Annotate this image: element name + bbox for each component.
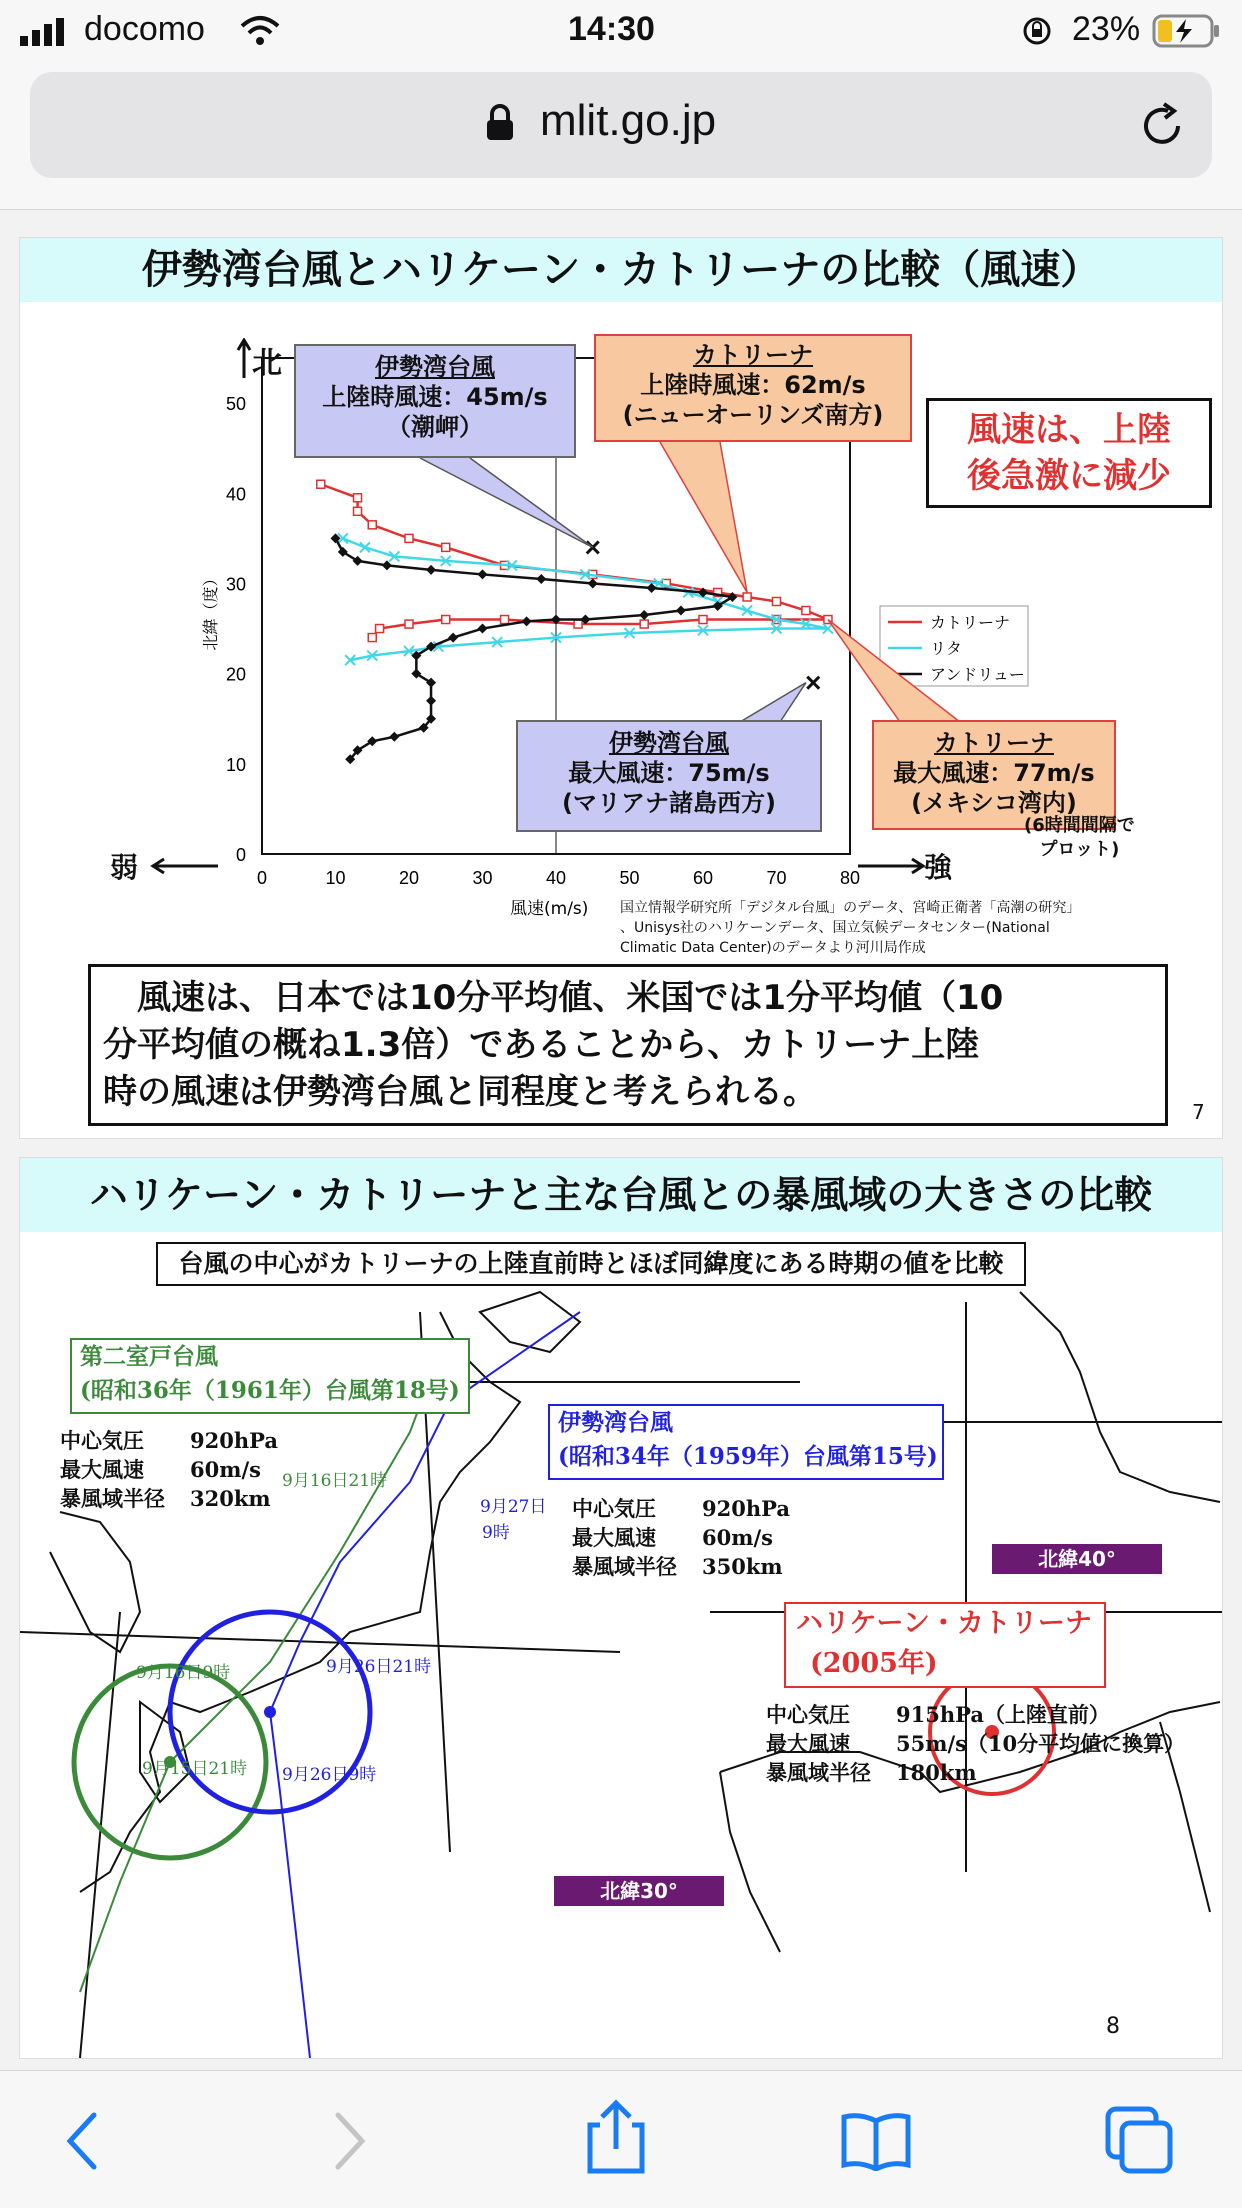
typhoon-marker (807, 677, 819, 689)
strong-label: 強 (924, 851, 953, 884)
muroto-pressure: 中心気圧 920hPa (60, 1428, 278, 1453)
isewan-track (270, 1312, 580, 2058)
x-tick-label: 80 (839, 868, 861, 888)
legend-entry: カトリーナ (930, 613, 1011, 632)
y-tick-label: 40 (225, 484, 246, 505)
tabs-button[interactable] (1104, 2105, 1174, 2179)
x-tick-label: 60 (692, 868, 714, 888)
isewan-time-label: 9月27日 (480, 1497, 547, 1517)
callout-pointer (740, 683, 806, 722)
katrina-specs (766, 1700, 1185, 1787)
page-number: 8 (1106, 2014, 1120, 2039)
address-bar[interactable] (30, 72, 1212, 178)
slide-wind-speed (20, 238, 1222, 1138)
data-point (317, 480, 325, 488)
data-point (382, 560, 392, 570)
katrina-pressure: 中心気圧 915hPa（上陸直前） (766, 1702, 1110, 1727)
data-source-note: 国立情報学研究所「デジタル台風」のデータ、宮崎正衛著「高潮の研究」 、Unisys社のハリケーンデータ、国立気候データセンター(National Climatic Data Center)のデータより河川局作成 (620, 900, 1081, 956)
callout-isewan-max: 伊勢湾台風 最大風速：75m/s (マリアナ諸島西方) (516, 720, 822, 832)
y-tick-label: 10 (225, 754, 246, 775)
data-point (743, 593, 751, 601)
wifi-icon (240, 14, 280, 50)
data-point (376, 625, 384, 633)
weak-arrow (150, 856, 220, 880)
tabs-icon (1104, 2105, 1174, 2175)
data-point (699, 616, 707, 624)
callout-katrina-max: カトリーナ 最大風速：77m/s (メキシコ湾内) (872, 720, 1116, 830)
callout-pointer (660, 442, 747, 592)
conclusion-box: 風速は、日本では10分平均値、米国では1分平均値（10 分平均値の概ね1.3倍）であることから、カトリーナ上陸 時の風速は伊勢湾台風と同程度と考えられる。 (88, 964, 1168, 1126)
callout-pointer (420, 458, 593, 547)
muroto-radius: 暴風域半径 320km (60, 1486, 271, 1511)
data-point (478, 624, 488, 634)
isewan-time-label: 9月26日9時 (282, 1765, 377, 1785)
callout-katrina-landfall: カトリーナ 上陸時風速：62m/s (ニューオーリンズ南方) (594, 334, 912, 442)
x-tick-label: 70 (766, 868, 787, 888)
rotation-lock-icon (1022, 16, 1052, 50)
north-arrow (236, 338, 252, 382)
data-point (802, 607, 810, 615)
muroto-box: 第二室戸台風 (昭和36年（1961年）台風第18号) (70, 1338, 470, 1414)
legend-entry: アンドリュー (930, 665, 1025, 684)
data-point (501, 616, 509, 624)
data-point (478, 569, 488, 579)
x-tick-label: 30 (472, 868, 493, 888)
slide-title: 伊勢湾台風とハリケーン・カトリーナの比較（風速） (20, 238, 1222, 302)
y-tick-label: 0 (235, 845, 246, 865)
data-point (405, 534, 413, 542)
x-tick-label: 0 (256, 868, 268, 888)
data-point (639, 610, 649, 620)
isewan-radius: 暴風域半径 350km (572, 1554, 783, 1579)
book-icon (840, 2111, 912, 2171)
katrina-box: ハリケーン・カトリーナ (2005年) (784, 1602, 1106, 1688)
great-lakes-coast (1020, 1292, 1220, 1502)
browser-toolbar (0, 2070, 1242, 2208)
muroto-time-label: 9月16日9時 (136, 1663, 231, 1683)
data-point (588, 578, 598, 588)
katrina-radius: 暴風域半径 180km (766, 1760, 977, 1785)
web-content[interactable] (0, 210, 1242, 2070)
x-tick-label: 20 (398, 868, 420, 888)
data-point (368, 634, 376, 642)
data-point (354, 494, 362, 502)
chevron-left-icon (62, 2111, 102, 2171)
isewan-box: 伊勢湾台風 (昭和34年（1959年）台風第15号) (548, 1404, 944, 1480)
data-point (536, 574, 546, 584)
callout-isewan-landfall: 伊勢湾台風 上陸時風速：45m/s （潮岬） (294, 344, 576, 458)
legend-entry: リタ (930, 639, 963, 658)
x-axis-label: 風速(m/s) (510, 899, 589, 919)
muroto-wind: 最大風速 60m/s (60, 1457, 261, 1482)
clock: 14:30 (568, 10, 655, 48)
data-point (368, 521, 376, 529)
data-point (389, 732, 399, 742)
lat30-tag: 北緯30° (554, 1876, 724, 1906)
lat40-tag: 北緯40° (992, 1544, 1162, 1574)
data-point (647, 583, 657, 593)
slide-title: ハリケーン・カトリーナと主な台風との暴風域の大きさの比較 (20, 1158, 1222, 1232)
x-tick-label: 10 (325, 868, 346, 888)
data-point (773, 597, 781, 605)
signal-icon (20, 18, 72, 46)
x-tick-label: 40 (545, 868, 567, 888)
data-point (442, 616, 450, 624)
chevron-right-icon (330, 2111, 370, 2171)
korea-coast (50, 1512, 140, 1652)
lock-icon (486, 104, 514, 146)
data-point (522, 616, 532, 626)
page-number: 7 (1192, 1100, 1205, 1124)
data-point (405, 620, 413, 628)
isewan-wind: 最大風速 60m/s (572, 1525, 773, 1550)
battery-charging-icon (1152, 14, 1222, 52)
north-label: 北 (252, 346, 282, 381)
katrina-wind: 最大風速 55m/s（10分平均値に換算） (766, 1731, 1186, 1756)
share-button[interactable] (584, 2099, 648, 2179)
y-axis-label: 北緯（度） (201, 570, 220, 651)
data-point (426, 696, 436, 706)
isewan-pressure: 中心気圧 920hPa (572, 1496, 790, 1521)
carrier-name: docomo (84, 10, 205, 48)
data-point (640, 620, 648, 628)
x-tick-label: 50 (619, 868, 640, 888)
data-point (426, 565, 436, 575)
isewan-specs (572, 1494, 790, 1581)
isewan-time-label: 9月26日21時 (326, 1657, 432, 1677)
slide-storm-area (20, 1158, 1222, 2058)
data-point (448, 633, 458, 643)
muroto-time-label: 9月16日21時 (282, 1471, 388, 1491)
y-tick-label: 50 (225, 394, 246, 415)
isewan-time-label: 9時 (482, 1523, 510, 1543)
muroto-specs (60, 1426, 278, 1513)
data-point (676, 606, 686, 616)
bookmarks-button[interactable] (840, 2111, 912, 2175)
share-icon (584, 2099, 648, 2175)
data-point (442, 543, 450, 551)
y-tick-label: 20 (225, 664, 246, 685)
reload-icon[interactable] (1138, 102, 1186, 154)
data-point (354, 507, 362, 515)
strong-arrow (856, 856, 926, 880)
mexico-coast (720, 1772, 780, 1952)
forward-button[interactable] (330, 2111, 370, 2175)
plot-interval-note: (6時間間隔で プロット) (1024, 815, 1135, 860)
map-subtitle: 台風の中心がカトリーナの上陸直前時とほぼ同緯度にある時期の値を比較 (156, 1242, 1026, 1286)
back-button[interactable] (62, 2111, 102, 2175)
battery-percent: 23% (1072, 10, 1141, 48)
url-domain: mlit.go.jp (540, 96, 717, 145)
callout-rapid-decrease: 風速は、上陸 後急激に減少 (926, 398, 1212, 508)
data-point (574, 620, 582, 628)
weak-label: 弱 (110, 851, 139, 884)
y-tick-label: 30 (225, 574, 246, 595)
muroto-time-label: 9月15日21時 (142, 1759, 248, 1779)
